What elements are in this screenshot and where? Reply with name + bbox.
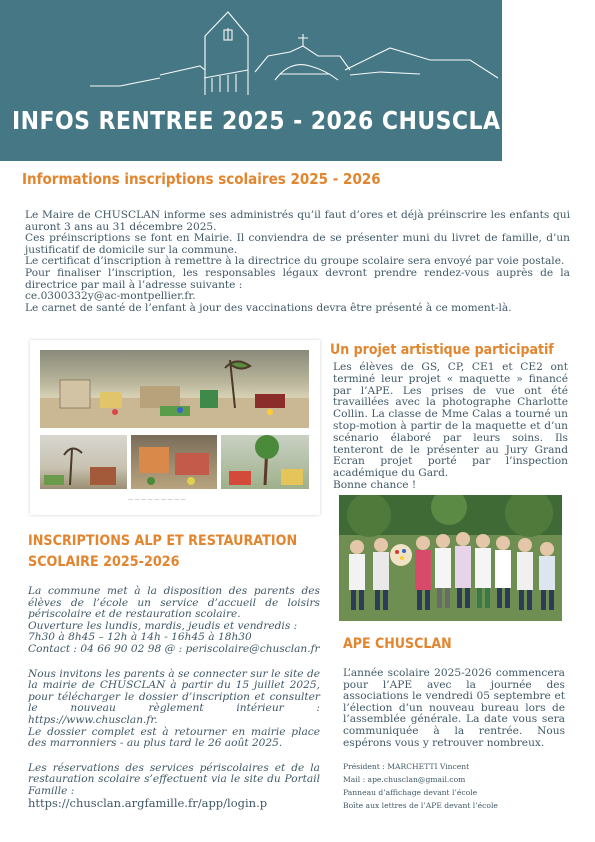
group-photo [339,495,562,621]
projet-text [333,362,568,492]
collage-caption-decoration: — — — — — — — — — [128,497,186,503]
alp-opening-hours: 7h30 à 8h45 – 12h à 14h - 16h45 à 18h30 [28,631,252,644]
portail-famille-link[interactable]: https://chusclan.argfamille.fr/app/login.p [28,795,268,810]
alp-heading-line1: INSCRIPTIONS ALP ET RESTAURATION [28,533,298,549]
alp-deadline: Le dossier complet est à retourner en mairie place des marronniers - au plus tard le 26 août 2025. [28,725,320,750]
maquette-photo-main [40,350,309,428]
ape-boite: Boîte aux lettres de l’APE devant l’école [343,801,498,810]
alp-heading-line2: SCOLAIRE 2025-2026 [28,554,180,570]
ape-president: Président : MARCHETTI Vincent [343,762,470,771]
maquette-photo-3 [221,435,309,489]
inscriptions-text [25,210,570,314]
inscriptions-paragraph: Le Maire de CHUSCLAN informe ses administrés qu’il faut d’ores et déjà préinscrire les enfants qui auront 3 ans au 31 décembre 2025. [25,209,570,233]
alp-registration-info: Nous invitons les parents à se connecter sur le site de la mairie de CHUSCLAN à partir du 15 juillet 2025, pour télécharger le dossier d’inscription et consulter le nouveau règlement intérieur : https://www.chusclan.fr. [28,667,320,726]
alp-intro: La commune met à la disposition des parents des élèves de l’école un service d’accueil de loisirs périscolaire et de restauration scolaire. [28,585,320,621]
projet-closing: Bonne chance ! [333,478,417,491]
page-title: INFOS RENTREE 2025 - 2026 CHUSCLAN [12,106,520,135]
maquette-photo-2 [131,435,217,489]
directrice-email: ce.0300332y@ac-montpellier.fr. [25,290,196,303]
maquette-photo-collage [30,340,320,515]
inscriptions-paragraph: Pour finaliser l’inscription, les responsables légaux devront prendre rendez-vous auprès de la directrice par mail à l’adresse suivante : [25,266,570,291]
maquette-photo-1 [40,435,127,489]
alp-text [28,586,320,809]
inscriptions-paragraph: Le certificat d’inscription à remettre à la directrice du groupe scolaire sera envoyé par voie postale. [25,255,565,268]
inscriptions-heading: Informations inscriptions scolaires 2025 - 2026 [22,170,381,188]
inscriptions-paragraph: Ces préinscriptions se font en Mairie. Il conviendra de se présenter muni du livret de famille, d’un justificatif de domicile sur la commune. [25,232,570,256]
alp-reservations: Les réservations des services périscolaires et de la restauration scolaire s’effectuent via le site du Portail Famille : [28,761,320,797]
ape-mail: Mail : ape.chusclan@gmail.com [343,775,466,784]
alp-contact: Contact : 04 66 90 02 98 @ : periscolaire@chusclan.fr [28,642,320,655]
ape-panneau: Panneau d’affichage devant l’école [343,788,478,797]
header-banner [0,0,520,161]
alp-heading [28,531,310,573]
projet-paragraph: Les élèves de GS, CP, CE1 et CE2 ont terminé leur projet « maquette » financé par l’APE. Les prises de vue ont été travaillées avec la photographe Charlotte Collin. La classe de Mme Calas a tourné un stop-motion à partir de la maquette et d’un scénario élaboré par leurs soins. Ils tenteront de le présenter au Jury Grand Ecran projet porté par l’inspection académique du Gard. [333,361,568,480]
ape-paragraph: L’année scolaire 2025-2026 commencera pour l’APE avec la journée des associations le vendredi 05 septembre et l’élection d’un nouveau bureau lors de l’assemblée générale. La date vous sera communiquée à la rentrée. Nous espérons vous y retrouver nombreux. [343,667,565,749]
inscriptions-paragraph: Le carnet de santé de l’enfant à jour des vaccinations devra être présenté à ce moment-là. [25,301,512,314]
alp-opening-days: Ouverture les lundis, mardis, jeudis et vendredis : [28,619,298,632]
ape-contacts [343,760,573,812]
village-skyline-illustration [0,0,520,161]
projet-heading: Un projet artistique participatif [330,342,554,358]
ape-text [343,668,565,749]
ape-heading: APE CHUSCLAN [343,636,452,652]
